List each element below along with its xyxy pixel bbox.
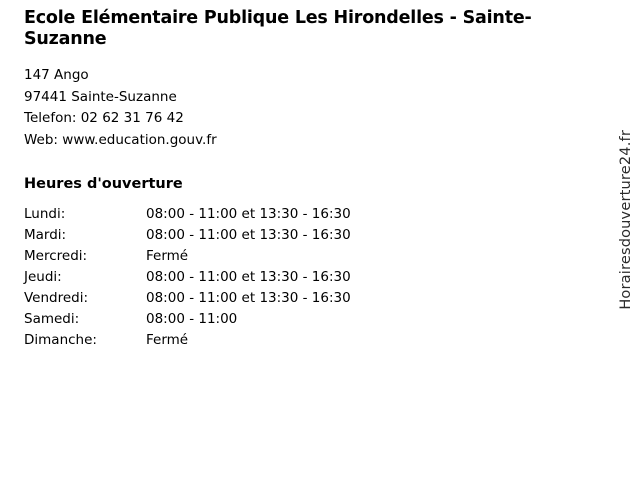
table-row bbox=[24, 269, 351, 290]
watermark-label: Horairesdouverture24.fr bbox=[618, 130, 634, 310]
table-row bbox=[24, 332, 351, 353]
address-street: 147 Ango bbox=[24, 66, 89, 83]
address-city: 97441 Sainte-Suzanne bbox=[24, 88, 177, 105]
table-row bbox=[24, 290, 351, 311]
website-url: Web: www.education.gouv.fr bbox=[24, 132, 217, 149]
day-hours: 08:00 - 11:00 et 13:30 - 16:30 bbox=[146, 290, 351, 307]
day-hours: 08:00 - 11:00 et 13:30 - 16:30 bbox=[146, 227, 351, 244]
business-info-block bbox=[24, 8, 594, 353]
day-hours: Fermé bbox=[146, 332, 189, 349]
day-hours: 08:00 - 11:00 et 13:30 - 16:30 bbox=[146, 206, 351, 223]
day-hours: 08:00 - 11:00 et 13:30 - 16:30 bbox=[146, 269, 351, 286]
opening-hours-heading: Heures d'ouverture bbox=[24, 176, 183, 193]
day-hours: Fermé bbox=[146, 248, 189, 265]
day-label: Dimanche: bbox=[24, 332, 97, 349]
day-label: Jeudi: bbox=[24, 269, 62, 286]
day-label: Mercredi: bbox=[24, 248, 88, 265]
table-row bbox=[24, 227, 351, 248]
day-label: Samedi: bbox=[24, 311, 80, 328]
table-row bbox=[24, 206, 351, 227]
table-row bbox=[24, 311, 351, 332]
day-label: Mardi: bbox=[24, 227, 67, 244]
day-label: Vendredi: bbox=[24, 290, 89, 307]
opening-hours-table bbox=[24, 206, 351, 353]
phone-number: Telefon: 02 62 31 76 42 bbox=[24, 110, 184, 127]
day-hours: 08:00 - 11:00 bbox=[146, 311, 238, 328]
table-row bbox=[24, 248, 351, 269]
day-label: Lundi: bbox=[24, 206, 66, 223]
page-title: Ecole Elémentaire Publique Les Hirondelles - Sainte-Suzanne bbox=[24, 8, 532, 50]
